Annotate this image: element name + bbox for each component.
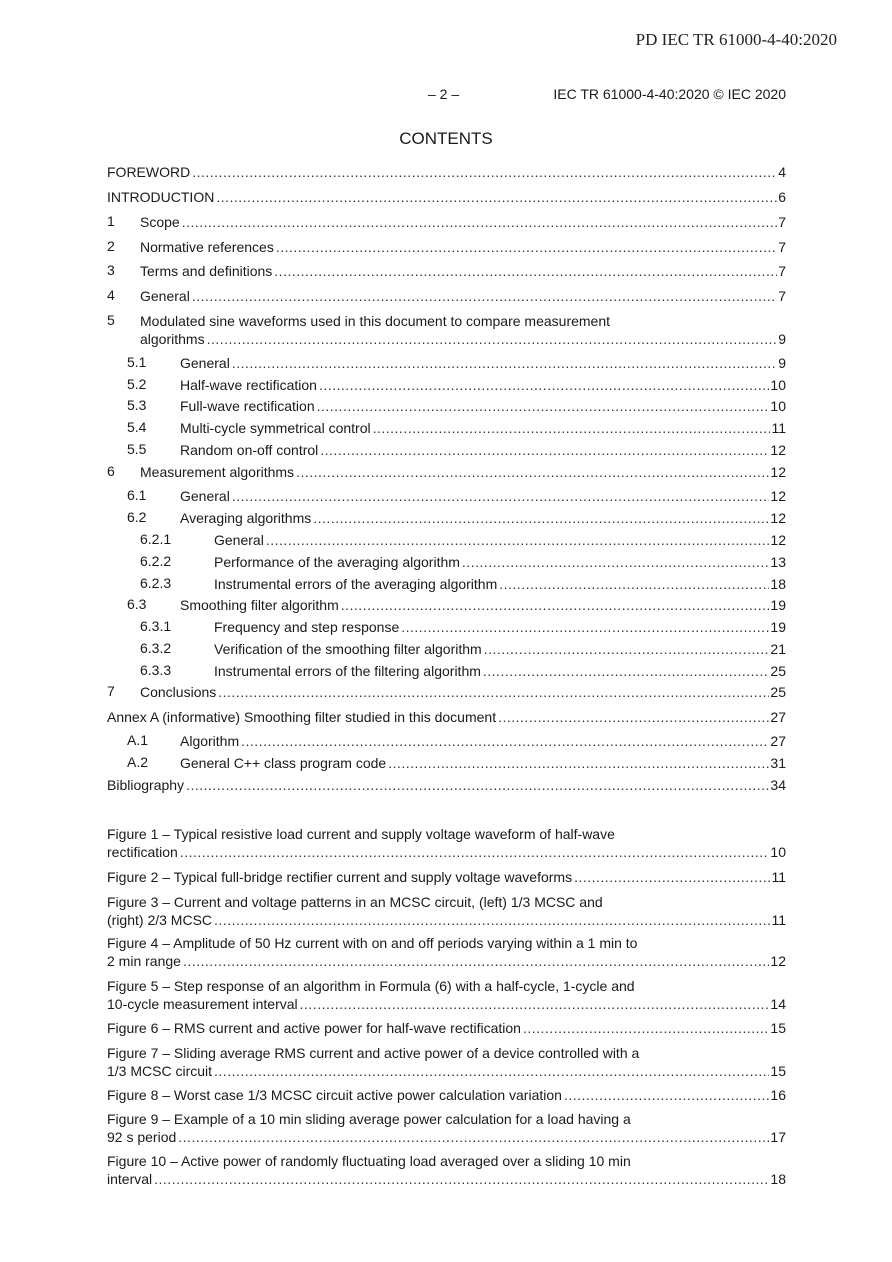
- dot-leader: [484, 640, 770, 658]
- page-ref[interactable]: 13: [770, 554, 786, 570]
- section-number: 3: [107, 262, 115, 278]
- page-ref[interactable]: 12: [770, 532, 786, 548]
- dot-leader: [241, 732, 769, 750]
- page-ref[interactable]: 21: [770, 641, 786, 657]
- page-ref[interactable]: 16: [770, 1087, 786, 1103]
- page-ref[interactable]: 12: [770, 953, 786, 969]
- dot-leader: [523, 1019, 769, 1037]
- section-number: 5.2: [127, 376, 147, 392]
- page-number: – 2 –: [428, 86, 460, 102]
- toc-entry[interactable]: [107, 553, 786, 571]
- toc-entry-title: INTRODUCTION: [107, 189, 215, 205]
- toc-entry[interactable]: [107, 397, 786, 415]
- toc-entry-line: [107, 163, 786, 181]
- pd-header: PD IEC TR 61000-4-40:2020: [635, 30, 837, 49]
- page-ref[interactable]: 11: [771, 869, 786, 885]
- page-ref[interactable]: 15: [770, 1020, 786, 1036]
- dot-leader: [216, 188, 777, 206]
- figure-entry-title: (right) 2/3 MCSC: [107, 912, 213, 928]
- page-ref[interactable]: 12: [770, 442, 786, 458]
- figure-entry-title-line1: Figure 5 – Step response of an algorithm in Formula (6) with a half-cycle, 1-cycle and: [107, 978, 635, 994]
- figure-entry[interactable]: [107, 893, 786, 929]
- toc-entry-title: Terms and definitions: [140, 263, 273, 279]
- dot-leader: [564, 1086, 769, 1104]
- toc-entry-line: [180, 487, 786, 505]
- figure-entry-line: [107, 1128, 786, 1146]
- figure-entry[interactable]: [107, 1086, 786, 1104]
- section-number: 5.3: [127, 397, 147, 413]
- toc-entry-line: [180, 596, 786, 614]
- toc-entry[interactable]: [107, 441, 786, 459]
- page-ref[interactable]: 34: [770, 777, 786, 793]
- dot-leader: [276, 238, 777, 256]
- section-number: 6.3: [127, 596, 147, 612]
- toc-entry-title: Algorithm: [180, 733, 240, 749]
- page-ref[interactable]: 10: [770, 377, 786, 393]
- figure-entry-title-line1: Figure 4 – Amplitude of 50 Hz current with on and off periods varying within a 1 min to: [107, 935, 638, 951]
- dot-leader: [207, 330, 778, 348]
- toc-entry-title: Verification of the smoothing filter algorithm: [214, 641, 482, 657]
- toc-entry-title: General: [140, 288, 190, 304]
- figure-entry-title-line1: Figure 3 – Current and voltage patterns in an MCSC circuit, (left) 1/3 MCSC and: [107, 894, 603, 910]
- section-number: 5.4: [127, 419, 147, 435]
- section-number: 6.3.2: [140, 640, 172, 656]
- toc-entry-title: General: [180, 355, 230, 371]
- dot-leader: [499, 575, 769, 593]
- page-ref[interactable]: 15: [770, 1063, 786, 1079]
- page-ref[interactable]: 6: [778, 189, 786, 205]
- page-ref[interactable]: 9: [778, 355, 786, 371]
- toc-entry-title: General C++ class program code: [180, 755, 387, 771]
- page-ref[interactable]: 7: [778, 288, 786, 304]
- page-ref[interactable]: 11: [771, 420, 786, 436]
- toc-entry-line: [107, 188, 786, 206]
- toc-entry-line: [180, 397, 786, 415]
- figure-entry[interactable]: [107, 1152, 786, 1188]
- section-number: 1: [107, 213, 115, 229]
- page-ref[interactable]: 27: [770, 733, 786, 749]
- toc-entry[interactable]: [107, 238, 786, 256]
- page-ref[interactable]: 31: [770, 755, 786, 771]
- dot-leader: [154, 1170, 769, 1188]
- page-ref[interactable]: 7: [778, 239, 786, 255]
- toc-entry-line: [180, 419, 786, 437]
- toc-entry-title: Conclusions: [140, 684, 217, 700]
- toc-entry-line: [140, 287, 786, 305]
- dot-leader: [192, 163, 777, 181]
- toc-entry[interactable]: [107, 754, 786, 772]
- figure-entry-line: [107, 995, 786, 1013]
- toc-entry-line: [140, 463, 786, 481]
- toc-entry-line: [214, 640, 786, 658]
- toc-entry[interactable]: [107, 487, 786, 505]
- toc-entry-line: [140, 262, 786, 280]
- dot-leader: [218, 683, 769, 701]
- dot-leader: [214, 911, 770, 929]
- figure-entry-line: [107, 868, 786, 886]
- toc-entry-title-line1: Modulated sine waveforms used in this document to compare measurement: [140, 313, 611, 329]
- toc-entry-title: FOREWORD: [107, 164, 191, 180]
- dot-leader: [186, 776, 769, 794]
- toc-entry-line: [180, 354, 786, 372]
- page-ref[interactable]: 19: [770, 597, 786, 613]
- page-ref[interactable]: 14: [770, 996, 786, 1012]
- page-header: [0, 86, 892, 104]
- page-ref[interactable]: 7: [778, 263, 786, 279]
- dot-leader: [483, 662, 770, 680]
- toc-entry-title: Bibliography: [107, 777, 185, 793]
- toc-entry-title: Multi-cycle symmetrical control: [180, 420, 371, 436]
- page-ref[interactable]: 12: [770, 510, 786, 526]
- dot-leader: [182, 213, 778, 231]
- dot-leader: [296, 463, 769, 481]
- dot-leader: [319, 376, 769, 394]
- figure-entry[interactable]: [107, 825, 786, 861]
- figure-entry[interactable]: [107, 934, 786, 970]
- figure-entry[interactable]: [107, 977, 786, 1013]
- dot-leader: [373, 419, 771, 437]
- dot-leader: [313, 509, 769, 527]
- toc-entry[interactable]: [107, 531, 786, 549]
- figure-entry-title: 10-cycle measurement interval: [107, 996, 298, 1012]
- page-ref[interactable]: 11: [771, 912, 786, 928]
- toc-entry-line: [180, 509, 786, 527]
- document-id: IEC TR 61000-4-40:2020 © IEC 2020: [553, 86, 786, 102]
- toc-entry-title: Instrumental errors of the averaging algorithm: [214, 576, 498, 592]
- section-number: 6.2.2: [140, 553, 172, 569]
- section-number: A.2: [127, 754, 149, 770]
- dot-leader: [274, 262, 777, 280]
- page-ref[interactable]: 10: [770, 844, 786, 860]
- toc-entry[interactable]: [107, 708, 786, 726]
- page-ref[interactable]: 12: [770, 488, 786, 504]
- toc-entry[interactable]: [107, 354, 786, 372]
- figure-entry-title: interval: [107, 1171, 153, 1187]
- toc-entry[interactable]: [107, 776, 786, 794]
- toc-entry-line: [214, 531, 786, 549]
- toc-entry[interactable]: [107, 575, 786, 593]
- dot-leader: [574, 868, 770, 886]
- toc-entry[interactable]: [107, 262, 786, 280]
- section-number: 6.3.3: [140, 662, 172, 678]
- toc-entry[interactable]: [107, 683, 786, 701]
- toc-entry-line: [140, 213, 786, 231]
- toc-entry[interactable]: [107, 287, 786, 305]
- toc-entry-title: Full-wave rectification: [180, 398, 315, 414]
- contents-title: CONTENTS: [399, 129, 493, 148]
- section-number: 6: [107, 463, 115, 479]
- figure-entry[interactable]: [107, 1019, 786, 1037]
- toc-entry-line: [180, 754, 786, 772]
- toc-entry-title: Annex A (informative) Smoothing filter studied in this document: [107, 709, 497, 725]
- section-number: 6.2.3: [140, 575, 172, 591]
- page-ref[interactable]: 25: [770, 663, 786, 679]
- toc-entry[interactable]: [107, 419, 786, 437]
- toc-entry-title: Normative references: [140, 239, 274, 255]
- dot-leader: [320, 441, 769, 459]
- toc-entry[interactable]: [107, 618, 786, 636]
- toc-entry-line: [180, 376, 786, 394]
- dot-leader: [401, 618, 769, 636]
- dot-leader: [180, 843, 770, 861]
- figure-entry-title: 2 min range: [107, 953, 181, 969]
- dot-leader: [192, 287, 777, 305]
- dot-leader: [300, 995, 770, 1013]
- figure-entry-title-line1: Figure 10 – Active power of randomly fluctuating load averaged over a sliding 10 min: [107, 1153, 631, 1169]
- figure-entry-title-line1: Figure 7 – Sliding average RMS current and active power of a device controlled with a: [107, 1045, 640, 1061]
- figure-entry-title: rectification: [107, 844, 178, 860]
- page-ref[interactable]: 17: [770, 1129, 786, 1145]
- toc-entry[interactable]: [107, 463, 786, 481]
- section-number: 6.3.1: [140, 618, 172, 634]
- toc-entry-line: [214, 553, 786, 571]
- toc-entry-line: [140, 238, 786, 256]
- section-number: 5: [107, 312, 115, 328]
- dot-leader: [232, 487, 770, 505]
- figure-entry-line: [107, 843, 786, 861]
- toc-entry-line: [140, 330, 786, 348]
- figure-entry-line: [107, 1086, 786, 1104]
- figure-entry-line: [107, 1019, 786, 1037]
- page-ref[interactable]: 10: [770, 398, 786, 414]
- toc-entry[interactable]: [107, 640, 786, 658]
- toc-entry-line: [180, 732, 786, 750]
- toc-entry-line: [107, 776, 786, 794]
- dot-leader: [341, 596, 770, 614]
- toc-entry-title: Scope: [140, 214, 180, 230]
- toc-entry[interactable]: [107, 596, 786, 614]
- toc-entry[interactable]: [107, 213, 786, 231]
- section-number: 5.5: [127, 441, 147, 457]
- dot-leader: [266, 531, 770, 549]
- section-number: 5.1: [127, 354, 147, 370]
- toc-entry-title: Measurement algorithms: [140, 464, 295, 480]
- toc-entry-title: Instrumental errors of the filtering algorithm: [214, 663, 481, 679]
- toc-entry[interactable]: [107, 509, 786, 527]
- dot-leader: [462, 553, 770, 571]
- section-number: A.1: [127, 732, 149, 748]
- dot-leader: [317, 397, 770, 415]
- figure-entry[interactable]: [107, 1044, 786, 1080]
- page-ref[interactable]: 25: [770, 684, 786, 700]
- toc-entry-title: Half-wave rectification: [180, 377, 317, 393]
- page-ref[interactable]: 4: [778, 164, 786, 180]
- toc-entry-title: Random on-off control: [180, 442, 319, 458]
- page-ref[interactable]: 19: [770, 619, 786, 635]
- figure-entry-line: [107, 1062, 786, 1080]
- page-ref[interactable]: 18: [770, 576, 786, 592]
- toc-entry-line: [180, 441, 786, 459]
- toc-entry-line: [214, 575, 786, 593]
- toc-entry[interactable]: [107, 376, 786, 394]
- toc-entry-title: Performance of the averaging algorithm: [214, 554, 460, 570]
- toc-entry-line: [214, 618, 786, 636]
- section-number: 7: [107, 683, 115, 699]
- figure-entry[interactable]: [107, 868, 786, 886]
- page-ref[interactable]: 27: [770, 709, 786, 725]
- toc-entry[interactable]: [107, 188, 786, 206]
- dot-leader: [178, 1128, 769, 1146]
- toc-entry[interactable]: [107, 312, 786, 348]
- section-number: 6.1: [127, 487, 147, 503]
- section-number: 6.2.1: [140, 531, 172, 547]
- dot-leader: [388, 754, 769, 772]
- page-ref[interactable]: 7: [778, 214, 786, 230]
- page-ref[interactable]: 12: [770, 464, 786, 480]
- toc-entry[interactable]: [107, 732, 786, 750]
- figure-entry-title: 1/3 MCSC circuit: [107, 1063, 213, 1079]
- toc-entry-title: algorithms: [140, 331, 205, 347]
- toc-entry[interactable]: [107, 662, 786, 680]
- figure-entry-title-line1: Figure 9 – Example of a 10 min sliding average power calculation for a load having a: [107, 1111, 631, 1127]
- toc-entry-line: [140, 683, 786, 701]
- toc-entry-title: General: [180, 488, 230, 504]
- toc-entry-line: [107, 708, 786, 726]
- figure-entry-title: 92 s period: [107, 1129, 177, 1145]
- figure-entry-title: Figure 6 – RMS current and active power for half-wave rectification: [107, 1020, 521, 1036]
- dot-leader: [498, 708, 769, 726]
- figure-entry-line: [107, 1170, 786, 1188]
- section-number: 4: [107, 287, 115, 303]
- toc-entry-title: General: [214, 532, 264, 548]
- page-ref[interactable]: 9: [778, 331, 786, 347]
- toc-entry-title: Frequency and step response: [214, 619, 400, 635]
- section-number: 6.2: [127, 509, 147, 525]
- dot-leader: [183, 952, 769, 970]
- toc-entry-title: Averaging algorithms: [180, 510, 312, 526]
- figure-entry-title: Figure 2 – Typical full-bridge rectifier current and supply voltage waveforms: [107, 869, 573, 885]
- dot-leader: [232, 354, 777, 372]
- toc-entry-line: [214, 662, 786, 680]
- toc-entry-title: Smoothing filter algorithm: [180, 597, 339, 613]
- section-number: 2: [107, 238, 115, 254]
- dot-leader: [214, 1062, 769, 1080]
- figure-entry-line: [107, 952, 786, 970]
- figure-entry[interactable]: [107, 1110, 786, 1146]
- toc-entry[interactable]: [107, 163, 786, 181]
- figure-entry-title: Figure 8 – Worst case 1/3 MCSC circuit active power calculation variation: [107, 1087, 562, 1103]
- page-ref[interactable]: 18: [770, 1171, 786, 1187]
- figure-entry-title-line1: Figure 1 – Typical resistive load current and supply voltage waveform of half-wave: [107, 826, 615, 842]
- figure-entry-line: [107, 911, 786, 929]
